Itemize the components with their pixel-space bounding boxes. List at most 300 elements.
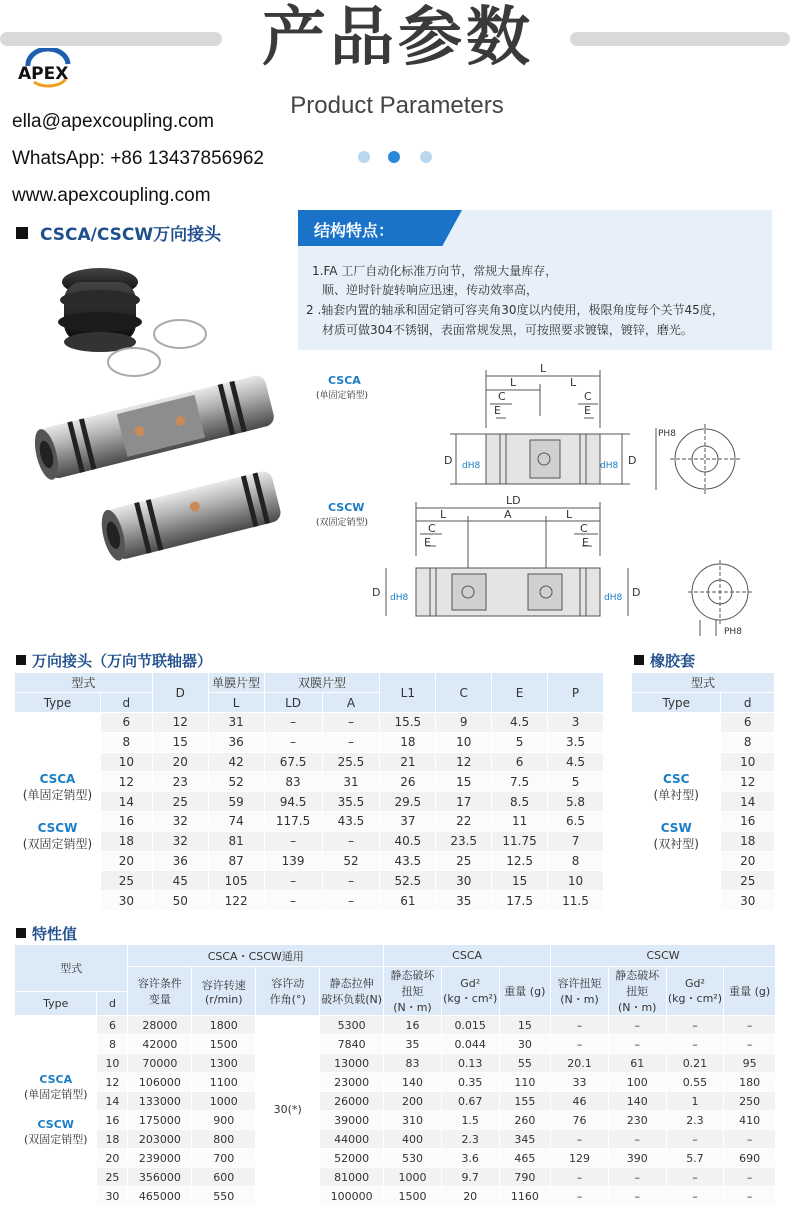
table-cell: 16 <box>97 1111 128 1130</box>
table-cell: 35.5 <box>322 792 380 812</box>
table-cell: – <box>322 713 380 733</box>
svg-text:C: C <box>584 390 592 403</box>
table-cell: 3.6 <box>441 1149 499 1168</box>
table-cell: 6 <box>100 713 152 733</box>
table-cell: 530 <box>384 1149 442 1168</box>
table-cell: 18 <box>100 831 152 851</box>
table-cell: 310 <box>384 1111 442 1130</box>
table-cell: 28000 <box>128 1016 192 1035</box>
table-cell: 106000 <box>128 1073 192 1092</box>
table-cell: 61 <box>608 1054 666 1073</box>
table-cell: 12.5 <box>492 851 548 871</box>
svg-text:D: D <box>628 454 637 467</box>
table2-title <box>634 650 695 671</box>
table-cell: 35 <box>384 1035 442 1054</box>
table-cell: 7.5 <box>492 772 548 792</box>
feature-line-2: 顺、逆时针旋转响应迅速，传动效率高， <box>322 283 539 297</box>
svg-text:D: D <box>444 454 453 467</box>
table-cell: 23.5 <box>436 831 492 851</box>
svg-text:L: L <box>440 508 447 521</box>
page-dot-1[interactable] <box>358 151 370 163</box>
svg-text:E: E <box>424 536 431 549</box>
features-title: 结构特点： <box>314 221 395 240</box>
table-row <box>632 713 775 733</box>
table-cell: 139 <box>264 851 322 871</box>
svg-text:A: A <box>504 508 512 521</box>
table-cell: 6 <box>721 713 775 733</box>
table-cell: – <box>322 891 380 911</box>
svg-text:E: E <box>582 536 589 549</box>
table-cell: 0.55 <box>666 1073 724 1092</box>
table-cell: 11 <box>492 811 548 831</box>
table-cell: 32 <box>152 811 208 831</box>
t3-h-csca: CSCA <box>384 945 551 967</box>
table-cell: – <box>322 831 380 851</box>
table-cell: 43.5 <box>380 851 436 871</box>
table-cell: 94.5 <box>264 792 322 812</box>
table3-title-text: 特性值 <box>32 925 78 943</box>
table-cell: 3 <box>548 713 604 733</box>
table-cell: – <box>608 1130 666 1149</box>
t1-h-C: C <box>436 673 492 713</box>
table1-title-text: 万向接头（万向节联轴器） <box>32 652 213 670</box>
svg-text:E: E <box>494 404 501 417</box>
table-cell: 20 <box>441 1187 499 1206</box>
table-cell: 15 <box>492 871 548 891</box>
table-cell: 17.5 <box>492 891 548 911</box>
svg-text:L: L <box>510 376 517 389</box>
table-cell: 6.5 <box>548 811 604 831</box>
svg-text:L: L <box>540 362 547 375</box>
table-cell: – <box>724 1035 776 1054</box>
t3-h-speed: 容许转速 (r/min) <box>192 967 256 1016</box>
table-cell: 32 <box>152 831 208 851</box>
t2-type-group: CSC (单衬型) CSW (双衬型) <box>632 713 721 911</box>
table-cell: 465000 <box>128 1187 192 1206</box>
table-cell: 12 <box>152 713 208 733</box>
table-cell: 345 <box>499 1130 551 1149</box>
svg-text:dH8: dH8 <box>390 593 409 603</box>
svg-text:dH8: dH8 <box>604 593 623 603</box>
table-cell: 20 <box>721 851 775 871</box>
t3-h-cscw-gd: Gd² (kg・cm²) <box>666 967 724 1016</box>
page-title-en: Product Parameters <box>290 92 504 119</box>
table-cell: 5 <box>492 732 548 752</box>
table-cell: 0.13 <box>441 1054 499 1073</box>
table-cell: 690 <box>724 1149 776 1168</box>
table-cell: 600 <box>192 1168 256 1187</box>
table-cell: 900 <box>192 1111 256 1130</box>
table-cell: 10 <box>97 1054 128 1073</box>
svg-text:C: C <box>580 522 588 535</box>
table-cell: 16 <box>384 1016 442 1035</box>
table-row <box>15 752 604 772</box>
table-cell: 42000 <box>128 1035 192 1054</box>
table-cell: 2.3 <box>441 1130 499 1149</box>
table-cell: – <box>724 1187 776 1206</box>
table-cell: 7 <box>548 831 604 851</box>
t3-h-common: CSCA・CSCW通用 <box>128 945 384 967</box>
table-cell: 5.8 <box>548 792 604 812</box>
apex-logo <box>14 48 80 90</box>
table-cell: – <box>724 1130 776 1149</box>
t3-h-type: 型式 <box>15 945 128 992</box>
table-row <box>15 713 604 733</box>
table-cell: 20 <box>100 851 152 871</box>
table-cell: – <box>551 1187 609 1206</box>
table-cell: – <box>264 732 322 752</box>
table-cell: – <box>322 732 380 752</box>
table-cell: 70000 <box>128 1054 192 1073</box>
table-cell: 15.5 <box>380 713 436 733</box>
t3-h-d: d <box>97 991 128 1016</box>
table-cell: 55 <box>499 1054 551 1073</box>
table-row <box>15 1073 776 1092</box>
table-cell: 8 <box>548 851 604 871</box>
page-title-cn: 产品参数 <box>262 1 534 75</box>
table-cell: 59 <box>208 792 264 812</box>
table-cell: – <box>608 1168 666 1187</box>
table-cell: – <box>666 1187 724 1206</box>
feature-line-1: 1.FA 工厂自动化标准万向节，常规大量库存， <box>312 264 558 278</box>
table-cell: 25 <box>436 851 492 871</box>
table-cell: 52 <box>208 772 264 792</box>
table-cell: 175000 <box>128 1111 192 1130</box>
table-cell: 36 <box>152 851 208 871</box>
table-cell: 20 <box>97 1149 128 1168</box>
svg-text:PH8: PH8 <box>724 627 742 637</box>
table-cell: 1100 <box>192 1073 256 1092</box>
table-cell: 76 <box>551 1111 609 1130</box>
table-cell: 800 <box>192 1130 256 1149</box>
table-cell: – <box>666 1168 724 1187</box>
table-cell: 29.5 <box>380 792 436 812</box>
t1-h-E: E <box>492 673 548 713</box>
table-cell: – <box>666 1035 724 1054</box>
table-cell: 26 <box>380 772 436 792</box>
table-cell: 1160 <box>499 1187 551 1206</box>
svg-text:C: C <box>498 390 506 403</box>
table-cell: 26000 <box>320 1092 384 1111</box>
table-row <box>15 1035 776 1054</box>
svg-text:C: C <box>428 522 436 535</box>
t3-h-tensile: 静态拉伸 破坏负载(N) <box>320 967 384 1016</box>
table-cell: 67.5 <box>264 752 322 772</box>
table-row <box>15 831 604 851</box>
table-cell: 6 <box>492 752 548 772</box>
table-cell: 30 <box>97 1187 128 1206</box>
table1-title <box>16 650 212 671</box>
table-cell: 35 <box>436 891 492 911</box>
table-cell: – <box>551 1035 609 1054</box>
table-cell: 22 <box>436 811 492 831</box>
contact-whatsapp[interactable]: WhatsApp: +86 13437856962 <box>12 148 264 169</box>
table-cell: 3.5 <box>548 732 604 752</box>
table-cell: 1 <box>666 1092 724 1111</box>
table-row <box>15 1016 776 1035</box>
page-dot-2[interactable] <box>388 151 400 163</box>
table-cell: 23000 <box>320 1073 384 1092</box>
table-cell: 30 <box>499 1035 551 1054</box>
rubber-boot-table <box>631 672 775 911</box>
t2-h-type-en: Type <box>632 693 721 713</box>
table-cell: – <box>724 1016 776 1035</box>
table-cell: 5300 <box>320 1016 384 1035</box>
table-cell: 239000 <box>128 1149 192 1168</box>
table-cell: 0.044 <box>441 1035 499 1054</box>
table-cell: 15 <box>499 1016 551 1035</box>
table-cell: – <box>666 1130 724 1149</box>
t3-h-load: 容许条件 变量 <box>128 967 192 1016</box>
feature-line-3: 2 .轴套内置的轴承和固定销可容夹角30度以内使用，极限角度每个关节45度， <box>306 303 724 317</box>
table-cell: 5.7 <box>666 1149 724 1168</box>
table-cell: 20 <box>152 752 208 772</box>
table-cell: 10 <box>100 752 152 772</box>
table-cell: 140 <box>384 1073 442 1092</box>
table-cell: 12 <box>436 752 492 772</box>
t3-h-csca-gd: Gd² (kg・cm²) <box>441 967 499 1016</box>
t3-h-cscw: CSCW <box>551 945 776 967</box>
table-cell: 9.7 <box>441 1168 499 1187</box>
table-cell: 52.5 <box>380 871 436 891</box>
table-cell: 10 <box>436 732 492 752</box>
table-cell: 1800 <box>192 1016 256 1035</box>
table-cell: 83 <box>264 772 322 792</box>
table-cell: 14 <box>97 1092 128 1111</box>
table-cell: 33 <box>551 1073 609 1092</box>
table-cell: 52 <box>322 851 380 871</box>
table-cell: 1300 <box>192 1054 256 1073</box>
table-row <box>15 732 604 752</box>
table3-title <box>16 923 77 944</box>
table-cell: 30 <box>436 871 492 891</box>
t3-h-cscw-allow: 容许扭矩 (N・m) <box>551 967 609 1016</box>
table-row <box>15 1054 776 1073</box>
svg-text:PH8: PH8 <box>658 429 676 439</box>
table-cell: 1000 <box>384 1168 442 1187</box>
t3-h-csca-torque: 静态破坏 扭矩 (N・m) <box>384 967 442 1016</box>
table-cell: 110 <box>499 1073 551 1092</box>
table-cell: 20.1 <box>551 1054 609 1073</box>
table-cell: 10 <box>548 871 604 891</box>
table-cell: 14 <box>100 792 152 812</box>
table-cell: 1.5 <box>441 1111 499 1130</box>
table-cell: 23 <box>152 772 208 792</box>
table-cell: 81 <box>208 831 264 851</box>
feature-line-4: 材质可做304不锈钢，表面常规发黑，可按照要求镀镍，镀锌，磨光。 <box>322 323 693 337</box>
table-cell: 30 <box>721 891 775 911</box>
table-cell: 4.5 <box>548 752 604 772</box>
svg-text:dH8: dH8 <box>600 461 619 471</box>
table-row <box>15 772 604 792</box>
table-cell: 250 <box>724 1092 776 1111</box>
table-cell: 122 <box>208 891 264 911</box>
table-cell: – <box>551 1130 609 1149</box>
table-cell: 30 <box>100 891 152 911</box>
table-cell: – <box>551 1016 609 1035</box>
table-cell: 13000 <box>320 1054 384 1073</box>
table-cell: 40.5 <box>380 831 436 851</box>
table-cell: 230 <box>608 1111 666 1130</box>
table-cell: 16 <box>100 811 152 831</box>
table-cell: 87 <box>208 851 264 871</box>
section-square-icon <box>16 227 28 239</box>
table-row <box>15 851 604 871</box>
table-row <box>15 811 604 831</box>
table-cell: 0.67 <box>441 1092 499 1111</box>
table-cell: 16 <box>721 811 775 831</box>
table-cell: 18 <box>380 732 436 752</box>
t1-h-type: 型式 <box>15 673 153 693</box>
table-cell: 105 <box>208 871 264 891</box>
table-cell: 400 <box>384 1130 442 1149</box>
table-cell: 8 <box>97 1035 128 1054</box>
t1-type-group: CSCA (单固定销型) CSCW (双固定销型) <box>15 713 101 911</box>
svg-text:L: L <box>566 508 573 521</box>
t1-h-P: P <box>548 673 604 713</box>
table-cell: 5 <box>548 772 604 792</box>
table-cell: 9 <box>436 713 492 733</box>
table-row <box>15 871 604 891</box>
table-cell: 25.5 <box>322 752 380 772</box>
table-cell: 37 <box>380 811 436 831</box>
t1-h-L: L <box>208 693 264 713</box>
table-cell: 260 <box>499 1111 551 1130</box>
table-row <box>15 1187 776 1206</box>
table-row <box>15 1149 776 1168</box>
table-cell: 21 <box>380 752 436 772</box>
t1-h-D: D <box>152 673 208 713</box>
table-cell: 42 <box>208 752 264 772</box>
table-cell: 117.5 <box>264 811 322 831</box>
t1-h-type-en: Type <box>15 693 101 713</box>
table-cell: 44000 <box>320 1130 384 1149</box>
section-square-icon <box>16 928 26 938</box>
table-row <box>15 891 604 911</box>
table-cell: 18 <box>721 831 775 851</box>
table-cell: – <box>264 891 322 911</box>
svg-text:dH8: dH8 <box>462 461 481 471</box>
table-cell: 1500 <box>192 1035 256 1054</box>
t2-h-type: 型式 <box>632 673 775 693</box>
universal-joint-table <box>14 672 604 911</box>
table-cell: 43.5 <box>322 811 380 831</box>
t1-h-L1: L1 <box>380 673 436 713</box>
table-cell: 200 <box>384 1092 442 1111</box>
svg-text:D: D <box>372 586 381 599</box>
table-row <box>15 1092 776 1111</box>
table-cell: 83 <box>384 1054 442 1073</box>
header-bar-left <box>0 32 222 46</box>
table-cell: 0.015 <box>441 1016 499 1035</box>
page-dot-3[interactable] <box>420 151 432 163</box>
table-cell: 11.5 <box>548 891 604 911</box>
table-cell: 52000 <box>320 1149 384 1168</box>
t2-h-d: d <box>721 693 775 713</box>
table-cell: 203000 <box>128 1130 192 1149</box>
table-cell: 36 <box>208 732 264 752</box>
t1-h-d: d <box>100 693 152 713</box>
table-cell: 2.3 <box>666 1111 724 1130</box>
t3-h-type-en: Type <box>15 991 97 1016</box>
table-cell: 31 <box>322 772 380 792</box>
table-cell: – <box>608 1187 666 1206</box>
table-cell: 155 <box>499 1092 551 1111</box>
product-photo <box>20 252 290 572</box>
drawing-cscw-label: CSCW <box>328 501 365 514</box>
table-cell: 25 <box>152 792 208 812</box>
svg-text:E: E <box>584 404 591 417</box>
table-cell: – <box>608 1035 666 1054</box>
table-row <box>15 1130 776 1149</box>
table-cell: 25 <box>97 1168 128 1187</box>
drawing-csca-sub: (单固定销型) <box>316 391 369 401</box>
table-cell: – <box>264 871 322 891</box>
table-cell: 95 <box>724 1054 776 1073</box>
characteristics-table <box>14 944 776 1206</box>
table-cell: 465 <box>499 1149 551 1168</box>
table-cell: 45 <box>152 871 208 891</box>
svg-text:APEX: APEX <box>18 64 69 84</box>
contact-email[interactable]: ella@apexcoupling.com <box>12 111 215 132</box>
table2-title-text: 橡胶套 <box>650 652 696 670</box>
table-cell: 10 <box>721 752 775 772</box>
table-cell: 25 <box>721 871 775 891</box>
contact-website[interactable]: www.apexcoupling.com <box>12 185 211 206</box>
table-cell: 12 <box>97 1073 128 1092</box>
table-cell: 61 <box>380 891 436 911</box>
table-cell: 180 <box>724 1073 776 1092</box>
table-cell: 15 <box>436 772 492 792</box>
t1-h-A: A <box>322 693 380 713</box>
t3-h-csca-weight: 重量 (g) <box>499 967 551 1016</box>
header-bar-right <box>570 32 790 46</box>
t1-h-single: 单膜片型 <box>208 673 264 693</box>
table-cell: 25 <box>100 871 152 891</box>
svg-text:LD: LD <box>506 494 521 507</box>
table-cell: 550 <box>192 1187 256 1206</box>
table-cell: 410 <box>724 1111 776 1130</box>
table-cell: 8 <box>100 732 152 752</box>
section-square-icon <box>16 655 26 665</box>
table-cell: 12 <box>721 772 775 792</box>
table-cell: – <box>322 871 380 891</box>
table-cell: 18 <box>97 1130 128 1149</box>
table-row <box>15 1168 776 1187</box>
table-cell: – <box>264 713 322 733</box>
table-cell: 8.5 <box>492 792 548 812</box>
svg-text:L: L <box>570 376 577 389</box>
table-cell: 0.21 <box>666 1054 724 1073</box>
table-cell: 6 <box>97 1016 128 1035</box>
t3-angle-value: 30(*) <box>256 1016 320 1206</box>
table-cell: – <box>724 1168 776 1187</box>
table-cell: 100 <box>608 1073 666 1092</box>
table-cell: 133000 <box>128 1092 192 1111</box>
table-cell: – <box>608 1016 666 1035</box>
technical-drawing <box>360 356 780 640</box>
t3-h-angle: 容许动 作角(°) <box>256 967 320 1016</box>
table-cell: 1000 <box>192 1092 256 1111</box>
table-cell: – <box>551 1168 609 1187</box>
product-name: CSCA/CSCW万向接头 <box>40 225 222 245</box>
table-cell: 14 <box>721 792 775 812</box>
table-cell: 50 <box>152 891 208 911</box>
product-title <box>16 220 221 245</box>
table-cell: 700 <box>192 1149 256 1168</box>
table-cell: 790 <box>499 1168 551 1187</box>
t3-type-group: CSCA (单固定销型) CSCW (双固定销型) <box>15 1016 97 1206</box>
